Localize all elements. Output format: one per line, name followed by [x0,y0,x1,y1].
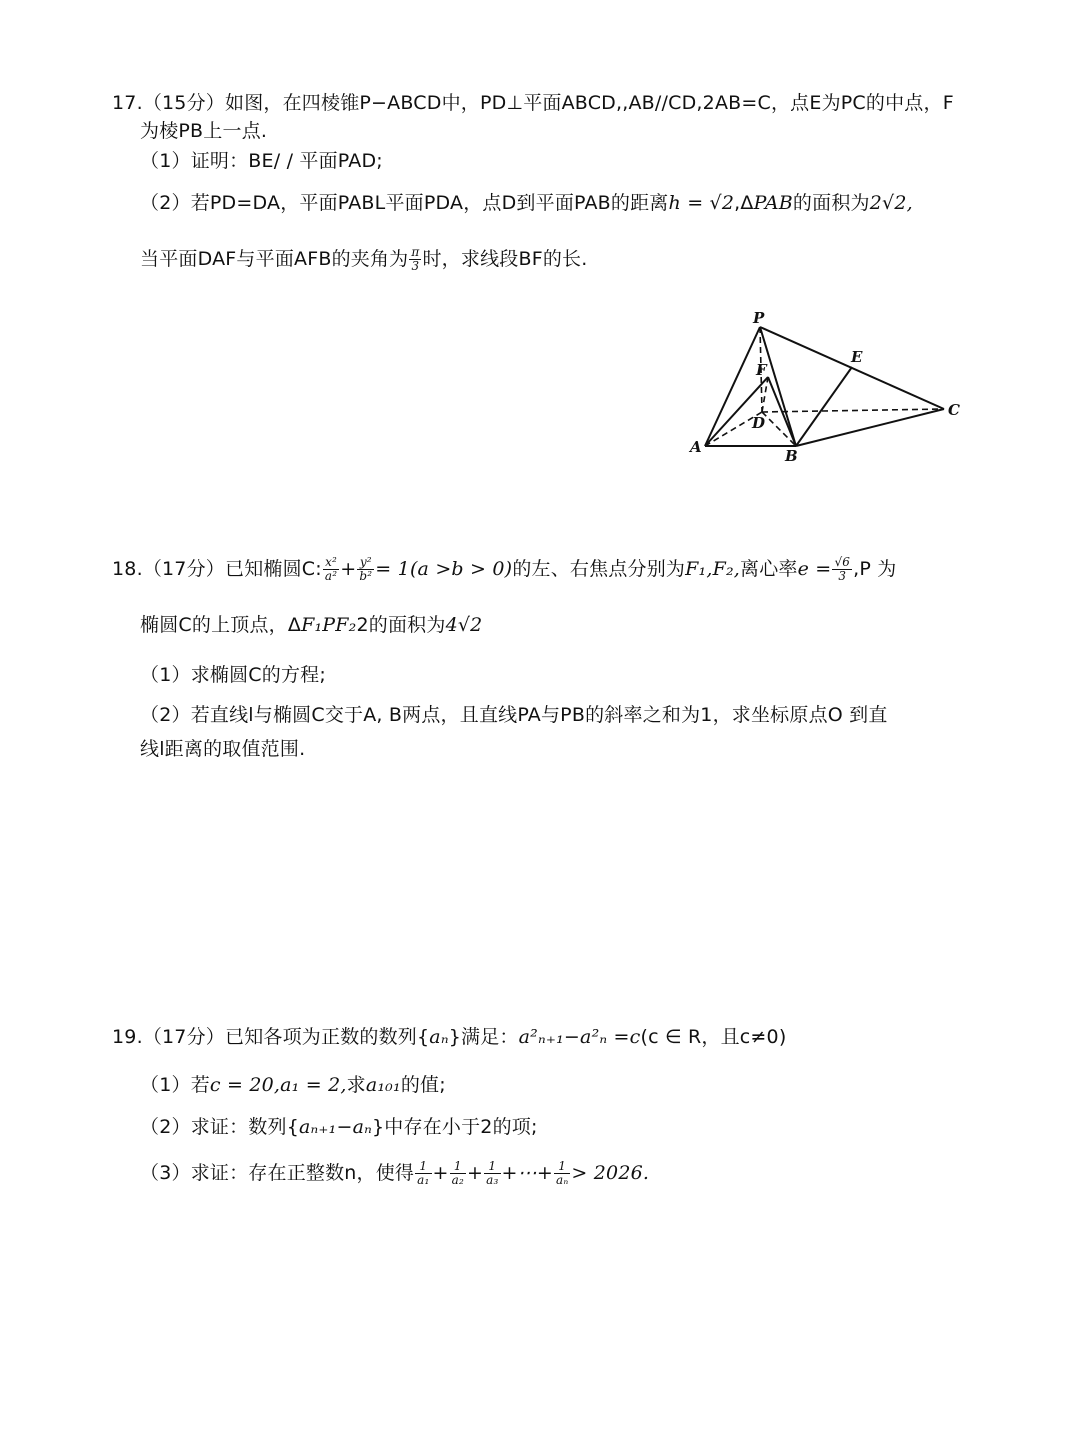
q18-part1: （1）求椭圆C的方程; [140,664,326,686]
label-b: B [785,447,798,465]
q17-area: 2√2, [869,192,913,214]
q18-e-eq: e = [797,558,832,580]
pyramid-figure [680,305,970,470]
q19-cond: (c ∈ R，且c≠0) [640,1026,787,1048]
q18-prefix: 18.（17分）已知椭圆C: [112,558,322,580]
q17-angle-den: 3 [411,259,420,273]
q19-frac-1 [415,1160,431,1187]
q18-ecc-frac [832,556,852,583]
q17-triangle-pab: PAB [753,192,793,214]
q19-frac3-den: a₃ [486,1173,499,1187]
q19-part1-b: 求 [346,1074,366,1096]
q18-triangle: F₁PF₂ [301,614,357,636]
q18-frac-y [357,556,374,583]
q17-last-text-b: 时，求线段BF的长. [422,248,588,270]
q18-line1 [112,556,896,583]
q18-tail: ,P 为 [853,558,897,580]
q19-fracn-num: 1 [554,1160,570,1174]
q19-part2-a: （2）求证：数列{ [140,1116,299,1138]
q18-line2-a: 椭圆C的上顶点，Δ [140,614,302,636]
q18-line2-b: 2的面积为 [356,614,446,636]
q19-part3: （3）求证：存在正整数n，使得 $\frac{1}{\text{a₁}}$ + $\frac{1}{\text{a₂}}$ + $\frac{1}{\text{a₃}}$ +⋯+ $\frac{1}{\text{aₙ}}$ > 2026. [140,1159,650,1187]
label-c: C [948,401,960,419]
q18-part2-line1: （2）若直线l与椭圆C交于A, B两点，且直线PA与PB的斜率之和为1，求坐标原点O 到直 [140,704,888,726]
q18-three: 3 [838,569,847,583]
q18-eq-one: = 1 [375,558,410,580]
q19-part1-math: c = 20,a₁ = 2, [209,1074,347,1096]
q18-x2: x² [323,556,339,570]
q18-ecc-text: 离心率 [740,558,798,580]
q18-cond: (a >b > 0) [409,558,513,580]
q19-frac3-num: 1 [484,1160,500,1174]
q17-distance-h: h = √2 [668,192,735,214]
pyramid-solid-edges [705,327,944,446]
q17-line1: 17.（15分）如图，在四棱锥P−ABCD中，PD⊥平面ABCD,,AB//CD,2AB=C，点E为PC的中点，F [112,92,954,114]
q19-frac2-num: 1 [450,1160,466,1174]
q17-last-line [140,246,588,273]
q19-frac1-num: 1 [415,1160,431,1174]
label-p: P [753,309,765,327]
q17-part2-text-c: 的面积为 [792,192,870,214]
q18-foci: F₁,F₂, [685,558,741,580]
q17-part1: （1）证明：BE/ / 平面PAD; [140,150,383,172]
q19-mid: }满足： [448,1026,519,1048]
q19-a101: a₁₀₁ [365,1074,401,1096]
q17-part2-text-a: （2）若PD=DA，平面PABL平面PDA，点D到平面PAB的距离 [140,192,669,214]
q19-gt: > 2026. [571,1162,650,1184]
pyramid-hidden-edges [705,327,944,446]
q17-angle-fraction [409,246,421,273]
q18-frac-x [323,556,339,583]
q19-relation: a²ₙ₊₁−a²ₙ =c [518,1026,641,1048]
label-f: F [756,361,767,379]
q18-part2-line2: 线l距离的取值范围. [140,738,306,760]
q19-part1-c: 的值; [400,1074,446,1096]
q17-part2-text-b: ,Δ [734,192,754,214]
q19-frac2-den: a₂ [451,1173,465,1187]
q19-an: aₙ [429,1026,449,1048]
q18-a2: a² [324,569,338,583]
q18-area: 4√2 [445,614,483,636]
q19-prefix: 19.（17分）已知各项为正数的数列{ [112,1026,430,1048]
q19-part1-a: （1）若 [140,1074,210,1096]
q19-frac-3 [484,1160,500,1187]
q18-line2 [140,612,482,638]
q19-frac1-den: a₁ [417,1173,430,1187]
label-d: D [752,414,766,432]
label-e: E [851,348,863,366]
q19-part2-b: }中存在小于2的项; [372,1116,538,1138]
q19-frac-2 [450,1160,466,1187]
q18-b2: b² [359,569,373,583]
q18-sqrt6: √6 [834,555,851,569]
q19-fracn-den: aₙ [555,1173,569,1187]
q17-angle-num: π [411,245,420,259]
q17-last-text-a: 当平面DAF与平面AFB的夹角为 [140,248,409,270]
q18-mid: 的左、右焦点分别为 [512,558,686,580]
q18-y2: y² [357,556,374,570]
q19-part1 [140,1072,446,1098]
q19-part3-a: （3）求证：存在正整数n，使得 [140,1162,415,1184]
q19-part2 [140,1114,538,1140]
q19-frac-n [554,1160,570,1187]
q19-diff: aₙ₊₁−aₙ [298,1116,373,1138]
q18-plus: + [340,558,357,580]
q19-dots: +⋯+ [501,1162,553,1184]
label-a: A [690,438,702,456]
q19-line1 [112,1024,786,1050]
q17-part2 [140,190,913,216]
q17-line2: 为棱PB上一点. [140,120,268,142]
